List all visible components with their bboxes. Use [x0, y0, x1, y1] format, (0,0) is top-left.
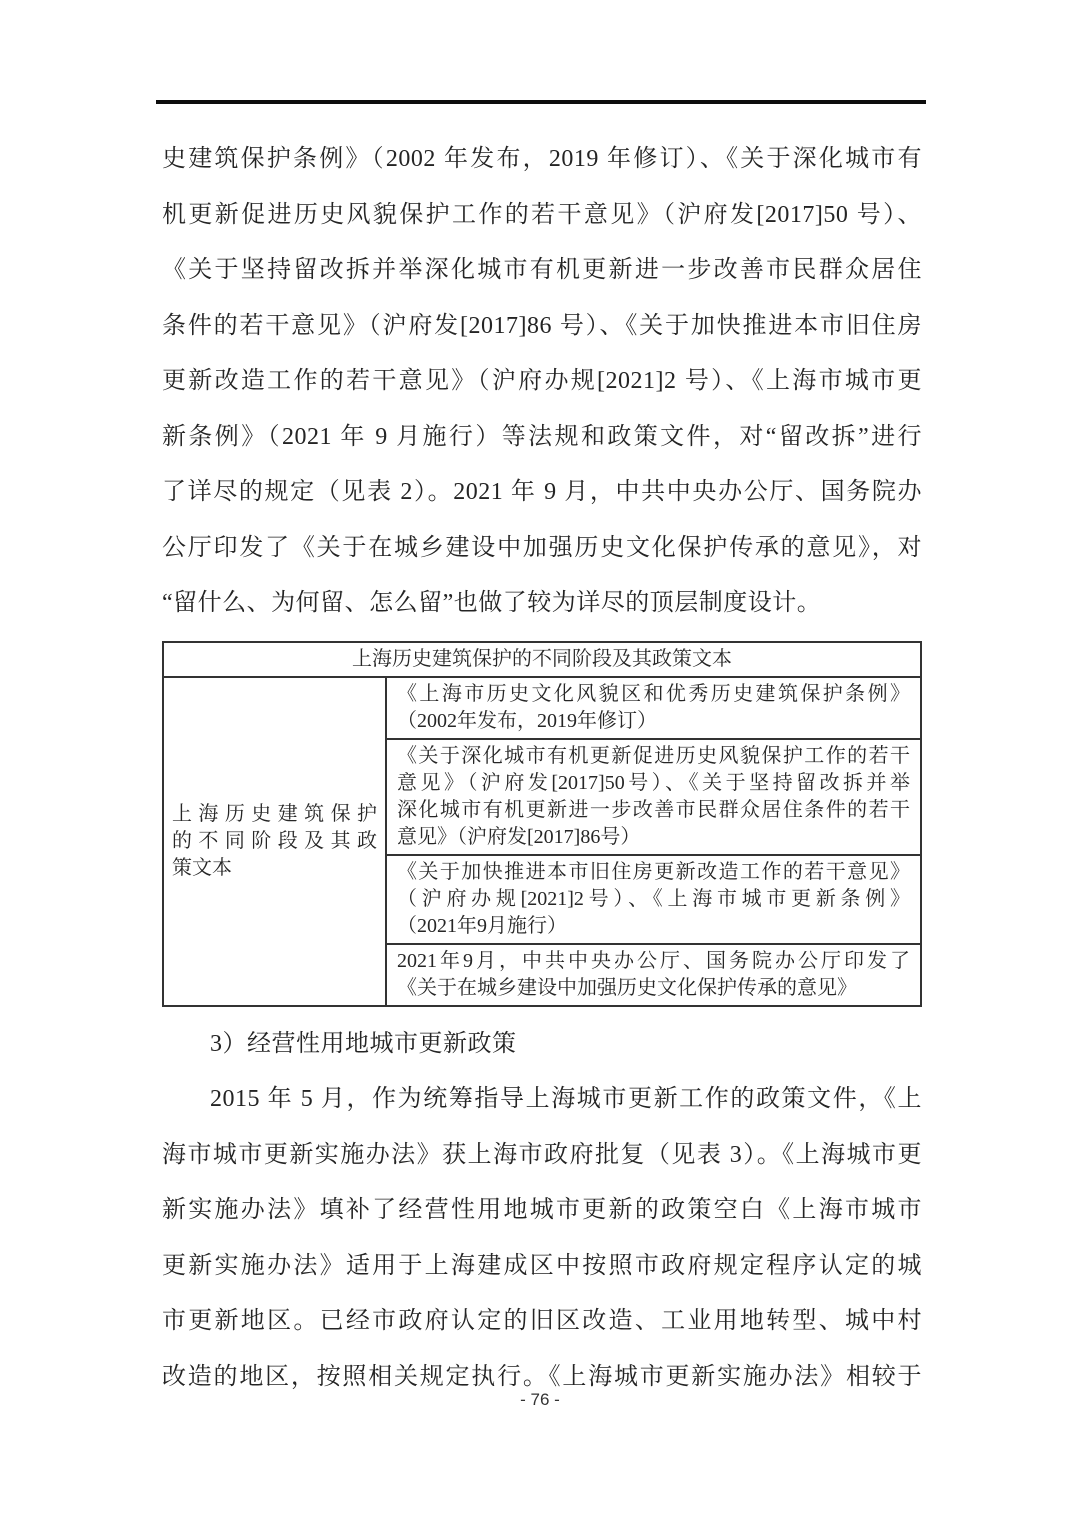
page-number: - 76 -: [520, 1390, 560, 1409]
table-row: [163, 677, 921, 739]
table-row-label-cell: 上海历史建筑保护 的不同阶段及其政 策文本: [163, 677, 386, 1006]
table-header-row: [163, 642, 921, 677]
table-policy-cell: 《关于加快推进本市旧住房更新改造工作的若干意见》 （沪府办规[2021]2号）、《上海市城市更新条例》 （2021年9月施行）: [386, 855, 921, 944]
table-policy-cell: 《关于深化城市有机更新促进历史风貌保护工作的若干 意见》（沪府发[2017]50号）、《关于坚持留改拆并举 深化城市有机更新进一步改善市民群众居住条件的若干 意见》（沪府发[2017]86号）: [386, 739, 921, 855]
body-paragraph-continuation: 史建筑保护条例》（2002 年发布，2019 年修订）、《关于深化城市有 机更新促进历史风貌保护工作的若干意见》（沪府发[2017]50 号）、 《关于坚持留改拆并举深化城市有机更新进一步改善市民群众居住 条件的若干意见》（沪府发[2017]86 号）、《关于加快推进本市旧住房 更新改造工作的若干意见》（沪府办规[2021]2 号）、《上海市城市更 新条例》（2021 年 9 月施行）等法规和政策文件，对“留改拆”进行 了详尽的规定（见表 2）。2021 年 9 月，中共中央办公厅、国务院办 公厅印发了《关于在城乡建设中加强历史文化保护传承的意见》，对 “留什么、为何留、怎么留”也做了较为详尽的顶层制度设计。: [162, 146, 922, 616]
table-policy-cell: 《上海市历史文化风貌区和优秀历史建筑保护条例》 （2002年发布，2019年修订）: [386, 677, 921, 739]
section-heading: 3）经营性用地城市更新政策: [210, 1030, 517, 1057]
table-policy-cell: 2021年9月，中共中央办公厅、国务院办公厅印发了 《关于在城乡建设中加强历史文化保护传承的意见》: [386, 944, 921, 1006]
header-rule: [156, 100, 926, 104]
page-content: [162, 132, 922, 1405]
table-title-cell: 上海历史建筑保护的不同阶段及其政策文本: [163, 642, 921, 677]
policy-table: [162, 641, 922, 1007]
body-paragraph: 2015 年 5 月，作为统筹指导上海城市更新工作的政策文件，《上 海市城市更新实施办法》获上海市政府批复（见表 3）。《上海城市更 新实施办法》填补了经营性用地城市更新的政策空白《上海市城市 更新实施办法》适用于上海建成区中按照市政府规定程序认定的城 市更新地区。已经市政府认定的旧区改造、工业用地转型、城中村 改造的地区，按照相关规定执行。《上海城市更新实施办法》相较于: [162, 1086, 922, 1390]
